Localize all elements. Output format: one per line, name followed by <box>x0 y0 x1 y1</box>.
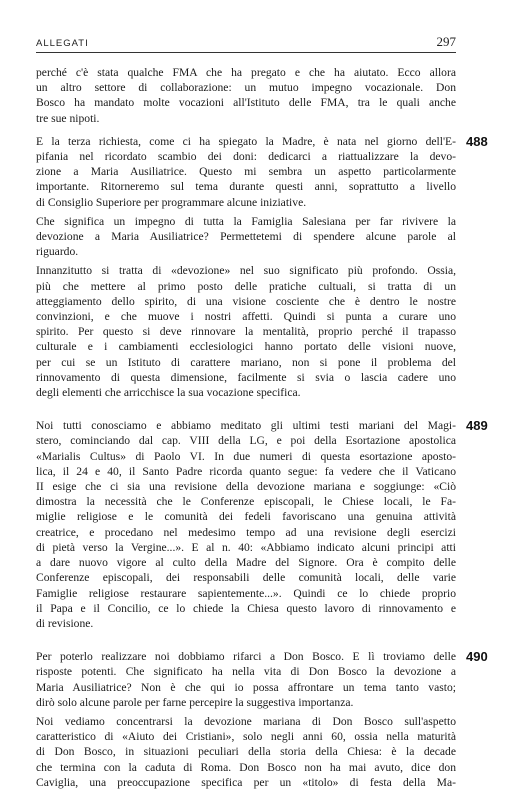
text-line: «Marialis Cultus» di Paolo VI. In due numeri di questa esortazione aposto- <box>36 449 456 463</box>
text-line: risposte potenti. Che significato ha nella vita di Don Bosco la devozione a <box>36 665 456 679</box>
body-text <box>36 65 488 794</box>
text-line: E la terza richiesta, come ci ha spiegato la Madre, è nata nel giorno dell'E- <box>36 134 456 148</box>
text-line: creatrice, e procedano nel medesimo tempo ad una revisione degli esercizi <box>36 525 456 539</box>
running-header <box>36 34 456 53</box>
section-title: ALLEGATI <box>36 38 89 49</box>
text-line: pifania nel ricordato scambio dei doni: dedicarci a riattualizzare la devo- <box>36 150 456 164</box>
paragraph <box>36 418 488 631</box>
paragraph <box>36 65 456 126</box>
text-line: importante. Ritorneremo sul tema durante questi anni, soprattutto a livello <box>36 180 456 194</box>
text-line: stero, cominciando dal cap. VIII della LG, e poi della Esortazione apostolica <box>36 434 456 448</box>
text-line: di pietà verso la Vergine...». E al n. 40: «Abbiamo indicato alcuni principi atti <box>36 540 456 554</box>
text-line: di revisione. <box>36 616 94 630</box>
text-line: perché c'è stata qualche FMA che ha pregato e che ha aiutato. Ecco allora <box>36 66 456 79</box>
paragraph-number: 490 <box>466 649 488 665</box>
text-line: di Consiglio Superiore per programmare alcune iniziative. <box>36 195 307 209</box>
text-line: più che mettere al primo posto delle pratiche cultuali, si tratta di un <box>36 279 456 293</box>
text-line: spirito. Per questo si deve rinnovare la mentalità, proprio perché il trapasso <box>36 325 456 339</box>
text-line: convinzioni, e che muove i nostri affetti. Quindi si punta a curare uno <box>36 310 456 324</box>
paragraph <box>36 263 456 400</box>
text-line: rinnovamento di questa dimensione, facilmente si svia o lascia cadere uno <box>36 370 456 384</box>
text-line: un altro settore di collaborazione: un mutuo impegno vocazionale. Don <box>36 81 456 95</box>
text-line: culturale e i cambiamenti ecclesiologici hanno portato delle visioni nuove, <box>36 340 456 354</box>
text-line: devozione a Maria Ausiliatrice? Permettetemi di spendere alcune parole al <box>36 230 456 244</box>
text-line: Maria Ausiliatrice? Non è che qui io possa affrontare un tema tanto vasto; <box>36 680 456 694</box>
text-line: il Papa e il Concilio, ce lo chiede la Chiesa questo lavoro di rinnovamento e <box>36 601 456 615</box>
text-line: atteggiamento dello spirito, di una visione cosciente che è dentro le nostre <box>36 294 456 308</box>
page-number: 297 <box>436 34 456 49</box>
paragraph <box>36 133 488 210</box>
text-line: Famiglie religiose restaurare sapientemente...». Quindi ce lo chiede proprio <box>36 586 456 600</box>
text-line: caratteristico di «Aiuto dei Cristiani», solo negli anni 60, ossia nella maturità <box>36 730 456 744</box>
text-line: Innanzitutto si tratta di «devozione» nel suo significato più profondo. Ossia, <box>36 264 456 278</box>
text-line: riguardo. <box>36 245 79 259</box>
text-line: Noi tutti conosciamo e abbiamo meditato gli ultimi testi mariani del Magi- <box>36 419 456 433</box>
paragraph-number: 488 <box>466 133 488 149</box>
text-line: Bosco ha mandato molte vocazioni all'Istituto delle FMA, tra le quali anche <box>36 96 456 110</box>
text-line: Noi vediamo concentrarsi la devozione mariana di Don Bosco sull'aspetto <box>36 714 456 728</box>
text-line: zione a Maria Ausiliatrice. Questo mi sembra un aspetto particolarmente <box>36 165 456 179</box>
text-line: per cui se un Istituto di carattere mariano, non si pone il problema del <box>36 355 456 369</box>
text-line: lica, il 24 e 40, il Santo Padre ricorda quanto segue: fa vedere che il Vaticano <box>36 464 456 478</box>
paragraph <box>36 649 488 710</box>
text-line: Conferenze episcopali, dei responsabili delle comunità locali, delle varie <box>36 571 456 585</box>
text-line: tre sue nipoti. <box>36 111 100 125</box>
text-line: dimostra la necessità che le Conferenze episcopali, le Chiese locali, le Fa- <box>36 495 456 509</box>
text-line: miglie religiose e le comunità dei fedeli favoriscano una genuina attività <box>36 510 456 524</box>
paragraph-number: 489 <box>466 418 488 434</box>
text-line: di Don Bosco, in situazioni peculiari della storia della Chiesa: è la decade <box>36 745 456 759</box>
text-line: II esige che ci sia una revisione della devozione mariana e soggiunge: «Ciò <box>36 480 456 494</box>
text-line: a dare nuovo vigore al culto della Madre del Signore. Ora è compito delle <box>36 556 456 570</box>
text-line: che termina con la caduta di Roma. Don Bosco non ha mai avuto, dice don <box>36 760 456 774</box>
paragraph <box>36 214 456 260</box>
text-line: Caviglia, una preoccupazione specifica per un «titolo» di festa della Ma- <box>36 775 456 789</box>
text-line: Che significa un impegno di tutta la Famiglia Salesiana per far rivivere la <box>36 214 456 228</box>
text-line: Per poterlo realizzare noi dobbiamo rifarci a Don Bosco. E lì troviamo delle <box>36 650 456 664</box>
paragraph <box>36 714 456 790</box>
text-line: dirò solo alcune parole per farne percepire la suggestiva importanza. <box>36 695 354 709</box>
text-line: degli elementi che arricchisce la sua vocazione specifica. <box>36 386 301 400</box>
